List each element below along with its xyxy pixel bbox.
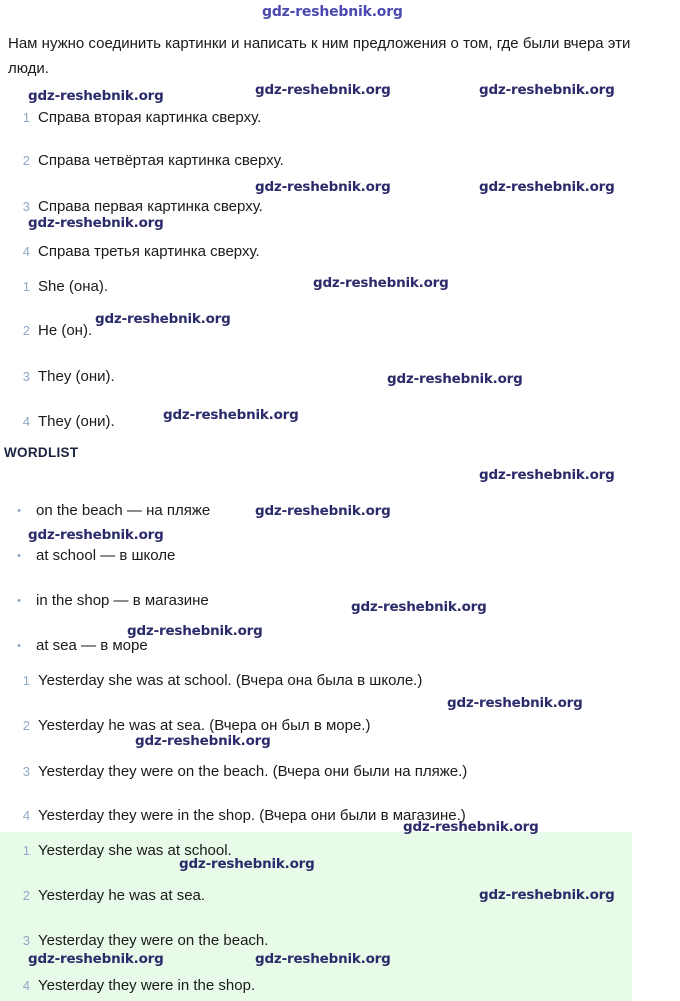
intro-paragraph: Нам нужно соединить картинки и написать к ним предложения о том, где были вчера эти люди.	[8, 35, 631, 77]
bullet-icon: •	[17, 550, 21, 563]
list-item-text: Yesterday she was at school. (Вчера она была в школе.)	[38, 672, 423, 689]
watermark-text: gdz-reshebnik.org	[255, 82, 391, 98]
list-item-number: 2	[22, 888, 30, 903]
watermark-text: gdz-reshebnik.org	[447, 695, 583, 711]
list-item-text: Справа четвёртая картинка сверху.	[38, 152, 284, 169]
list-item-number: 4	[22, 244, 30, 259]
list-item-text: Yesterday he was at sea. (Вчера он был в море.)	[38, 717, 371, 734]
bullet-icon: •	[17, 595, 21, 608]
list-item-text: Yesterday they were on the beach.	[38, 932, 269, 949]
watermark-text: gdz-reshebnik.org	[351, 599, 487, 615]
list-item	[8, 151, 668, 171]
list-item	[8, 591, 209, 611]
list-item-number: 4	[22, 978, 30, 993]
list-item	[8, 367, 668, 387]
list-item-number: 1	[22, 673, 30, 688]
list-item-text: They (они).	[38, 413, 115, 430]
list-item	[8, 806, 668, 826]
list-item	[8, 886, 205, 906]
list-item-text: They (они).	[38, 368, 115, 385]
list-item	[8, 412, 668, 432]
watermark-text: gdz-reshebnik.org	[127, 623, 263, 639]
watermark-text: gdz-reshebnik.org	[28, 215, 164, 231]
list-item	[8, 108, 668, 128]
list-item	[8, 671, 668, 691]
list-item	[8, 197, 668, 217]
watermark-text: gdz-reshebnik.org	[403, 819, 539, 835]
list-item-number: 4	[22, 414, 30, 429]
list-item-text: in the shop — в магазине	[36, 592, 209, 609]
list-item	[8, 762, 668, 782]
list-item-text: He (он).	[38, 322, 93, 339]
list-item	[8, 636, 148, 656]
list-item-number: 1	[22, 110, 30, 125]
wordlist-heading: WORDLIST	[4, 445, 79, 460]
list-item-text: Справа вторая картинка сверху.	[38, 109, 262, 126]
watermark-text: gdz-reshebnik.org	[95, 311, 231, 327]
list-item	[8, 277, 668, 297]
watermark-text: gdz-reshebnik.org	[179, 856, 315, 872]
watermark-text: gdz-reshebnik.org	[387, 371, 523, 387]
list-item-text: Yesterday she was at school.	[38, 842, 232, 859]
list-item	[8, 242, 668, 262]
list-item-text: Справа третья картинка сверху.	[38, 243, 260, 260]
list-item-number: 3	[22, 369, 30, 384]
watermark-text: gdz-reshebnik.org	[479, 467, 615, 483]
watermark-text: gdz-reshebnik.org	[479, 179, 615, 195]
watermark-text: gdz-reshebnik.org	[313, 275, 449, 291]
list-item-number: 3	[22, 199, 30, 214]
list-item	[8, 321, 668, 341]
list-item-number: 2	[22, 153, 30, 168]
list-item	[8, 931, 268, 951]
list-item-number: 2	[22, 718, 30, 733]
watermark-text: gdz-reshebnik.org	[28, 951, 164, 967]
list-item-number: 3	[22, 933, 30, 948]
list-item-number: 2	[22, 323, 30, 338]
bullet-icon: •	[17, 640, 21, 653]
list-item-text: She (она).	[38, 278, 108, 295]
watermark-text: gdz-reshebnik.org	[479, 82, 615, 98]
watermark-text: gdz-reshebnik.org	[255, 951, 391, 967]
list-item-number: 4	[22, 808, 30, 823]
list-item	[8, 501, 210, 521]
watermark-text: gdz-reshebnik.org	[135, 733, 271, 749]
watermark-text: gdz-reshebnik.org	[255, 503, 391, 519]
watermark-text: gdz-reshebnik.org	[262, 4, 403, 20]
watermark-text: gdz-reshebnik.org	[479, 887, 615, 903]
list-item-text: Справа первая картинка сверху.	[38, 198, 263, 215]
list-item-text: at sea — в море	[36, 637, 148, 654]
list-item-text: Yesterday they were in the shop. (Вчера они были в магазине.)	[38, 807, 466, 824]
list-item-text: Yesterday they were on the beach. (Вчера они были на пляже.)	[38, 763, 468, 780]
list-item-number: 3	[22, 764, 30, 779]
list-item-number: 1	[22, 279, 30, 294]
list-item	[8, 976, 255, 996]
watermark-text: gdz-reshebnik.org	[28, 88, 164, 104]
list-item-text: at school — в школе	[36, 547, 176, 564]
bullet-icon: •	[17, 505, 21, 518]
list-item-text: Yesterday they were in the shop.	[38, 977, 256, 994]
list-item	[8, 546, 175, 566]
list-item-text: on the beach — на пляже	[36, 502, 211, 519]
list-item	[8, 841, 232, 861]
watermark-text: gdz-reshebnik.org	[28, 527, 164, 543]
list-item	[8, 716, 668, 736]
watermark-text: gdz-reshebnik.org	[163, 407, 299, 423]
watermark-text: gdz-reshebnik.org	[255, 179, 391, 195]
list-item-text: Yesterday he was at sea.	[38, 887, 206, 904]
list-item-number: 1	[22, 843, 30, 858]
